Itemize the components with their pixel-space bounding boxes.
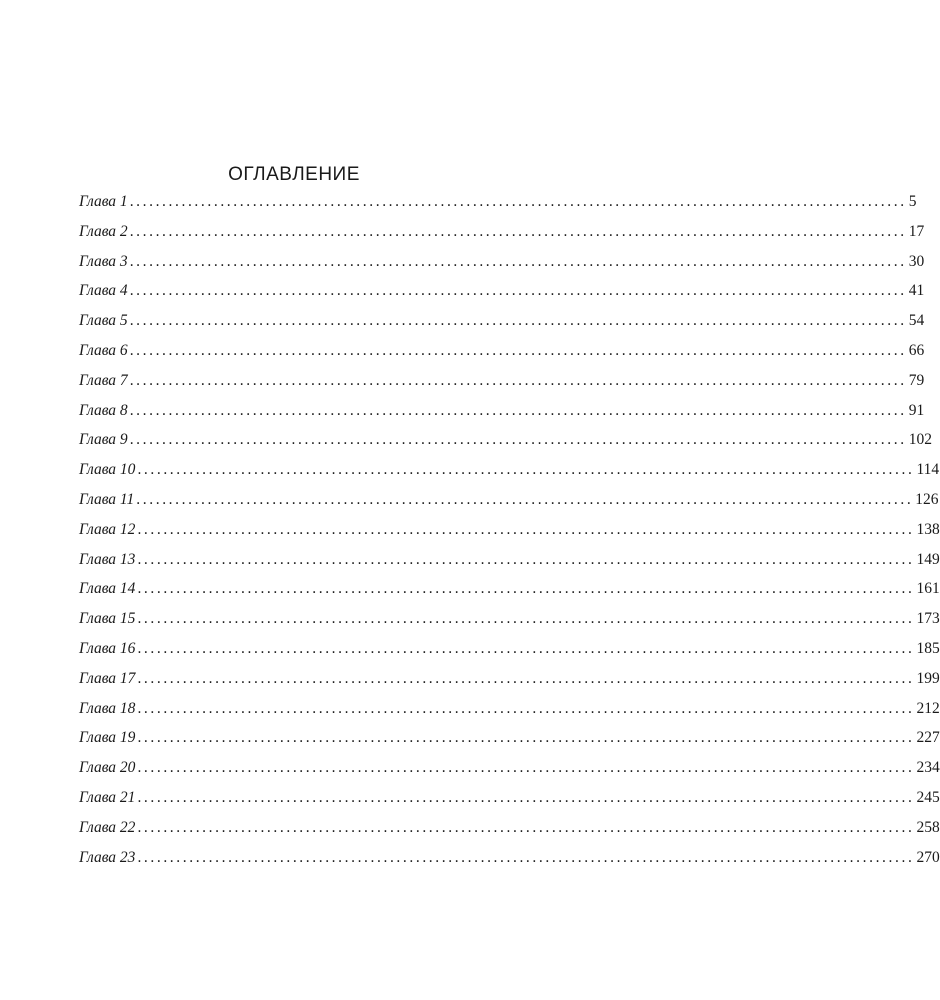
toc-entry-label: Глава 8 xyxy=(79,401,128,419)
toc-entry-page-number: 161 xyxy=(916,580,940,598)
toc-dot-leader: ........................................................................................................................ xyxy=(137,580,915,598)
toc-entry-page-number: 54 xyxy=(908,312,925,330)
toc-entry-label: Глава 21 xyxy=(79,788,136,806)
toc-entry-label: Глава 18 xyxy=(79,699,136,717)
toc-entry[interactable] xyxy=(79,697,940,727)
toc-entry[interactable] xyxy=(79,339,925,369)
toc-dot-leader: ........................................................................................................................ xyxy=(129,222,907,240)
toc-entry-label: Глава 16 xyxy=(79,639,136,657)
toc-entry[interactable] xyxy=(79,369,925,399)
toc-dot-leader: ........................................................................................................................ xyxy=(137,788,915,806)
toc-dot-leader: ........................................................................................................................ xyxy=(129,341,907,359)
toc-dot-leader: ........................................................................................................................ xyxy=(137,461,915,479)
toc-entry-label: Глава 1 xyxy=(79,193,128,210)
toc-list xyxy=(79,190,940,875)
toc-entry-label: Глава 14 xyxy=(79,580,136,598)
toc-entry-page-number: 91 xyxy=(908,401,925,419)
toc-entry[interactable] xyxy=(79,428,932,458)
toc-dot-leader: ........................................................................................................................ xyxy=(129,371,907,389)
toc-dot-leader: ........................................................................................................................ xyxy=(129,431,907,449)
toc-entry-page-number: 173 xyxy=(916,610,940,628)
toc-entry-label: Глава 22 xyxy=(79,818,136,836)
toc-entry-label: Глава 17 xyxy=(79,669,136,687)
toc-dot-leader: ........................................................................................................................ xyxy=(137,699,915,717)
toc-entry[interactable] xyxy=(79,756,940,786)
toc-entry-label: Глава 12 xyxy=(79,520,136,538)
toc-entry[interactable] xyxy=(79,637,940,667)
toc-entry[interactable] xyxy=(79,816,940,846)
toc-dot-leader: ........................................................................................................................ xyxy=(137,848,915,866)
toc-entry-page-number: 126 xyxy=(915,490,939,508)
toc-entry-page-number: 102 xyxy=(908,431,932,449)
toc-entry[interactable] xyxy=(79,577,940,607)
toc-entry-label: Глава 13 xyxy=(79,550,136,568)
toc-entry-label: Глава 9 xyxy=(79,431,128,449)
toc-entry[interactable] xyxy=(79,518,940,548)
toc-entry-page-number: 199 xyxy=(916,669,940,687)
toc-entry[interactable] xyxy=(79,279,925,309)
toc-entry-label: Глава 19 xyxy=(79,729,136,747)
toc-dot-leader: ........................................................................................................................ xyxy=(129,312,907,330)
toc-entry-label: Глава 6 xyxy=(79,341,128,359)
toc-entry-label: Глава 5 xyxy=(79,312,128,330)
toc-entry-label: Глава 15 xyxy=(79,610,136,628)
toc-entry-label: Глава 4 xyxy=(79,282,128,300)
toc-entry-page-number: 41 xyxy=(908,282,925,300)
toc-dot-leader: ........................................................................................................................ xyxy=(137,639,915,657)
toc-entry[interactable] xyxy=(79,488,939,518)
toc-entry[interactable] xyxy=(79,786,940,816)
toc-entry-label: Глава 7 xyxy=(79,371,128,389)
toc-entry-page-number: 258 xyxy=(916,818,940,836)
toc-dot-leader: ........................................................................................................................ xyxy=(137,729,915,747)
toc-entry[interactable] xyxy=(79,846,940,876)
toc-dot-leader: ........................................................................................................................ xyxy=(137,818,915,836)
toc-entry-page-number: 185 xyxy=(916,639,940,657)
toc-dot-leader: ........................................................................................................................ xyxy=(136,490,914,508)
toc-entry[interactable] xyxy=(79,667,940,697)
toc-entry[interactable] xyxy=(79,607,940,637)
toc-dot-leader: ........................................................................................................................ xyxy=(129,193,907,210)
toc-entry-page-number: 17 xyxy=(908,222,925,240)
toc-entry-label: Глава 3 xyxy=(79,252,128,270)
toc-entry-page-number: 79 xyxy=(908,371,925,389)
toc-entry-page-number: 66 xyxy=(908,341,925,359)
toc-entry[interactable] xyxy=(79,458,940,488)
toc-entry-page-number: 212 xyxy=(916,699,940,717)
toc-entry-label: Глава 10 xyxy=(79,461,136,479)
toc-entry-label: Глава 23 xyxy=(79,848,136,866)
toc-entry[interactable] xyxy=(79,309,925,339)
toc-dot-leader: ........................................................................................................................ xyxy=(129,252,907,270)
toc-dot-leader: ........................................................................................................................ xyxy=(137,520,915,538)
toc-dot-leader: ........................................................................................................................ xyxy=(137,669,915,687)
toc-entry-label: Глава 2 xyxy=(79,222,128,240)
toc-title: ОГЛАВЛЕНИЕ xyxy=(228,163,360,185)
toc-entry-page-number: 270 xyxy=(916,848,940,866)
toc-entry[interactable] xyxy=(79,726,940,756)
toc-dot-leader: ........................................................................................................................ xyxy=(137,550,915,568)
toc-entry[interactable] xyxy=(79,548,940,578)
toc-entry-page-number: 245 xyxy=(916,788,940,806)
toc-dot-leader: ........................................................................................................................ xyxy=(137,610,915,628)
toc-dot-leader: ........................................................................................................................ xyxy=(137,759,915,777)
toc-entry[interactable] xyxy=(79,399,925,429)
toc-entry-page-number: 138 xyxy=(916,520,940,538)
toc-entry[interactable] xyxy=(79,250,925,280)
toc-entry[interactable] xyxy=(79,220,925,250)
toc-entry-page-number: 30 xyxy=(908,252,925,270)
toc-entry-page-number: 5 xyxy=(908,193,917,210)
toc-entry-page-number: 114 xyxy=(916,461,940,479)
toc-entry-page-number: 227 xyxy=(916,729,940,747)
toc-entry-label: Глава 11 xyxy=(79,490,135,508)
toc-dot-leader: ........................................................................................................................ xyxy=(129,401,907,419)
toc-entry-page-number: 234 xyxy=(916,759,940,777)
toc-entry-page-number: 149 xyxy=(916,550,940,568)
toc-dot-leader: ........................................................................................................................ xyxy=(129,282,907,300)
toc-entry[interactable] xyxy=(79,190,917,220)
toc-entry-label: Глава 20 xyxy=(79,759,136,777)
